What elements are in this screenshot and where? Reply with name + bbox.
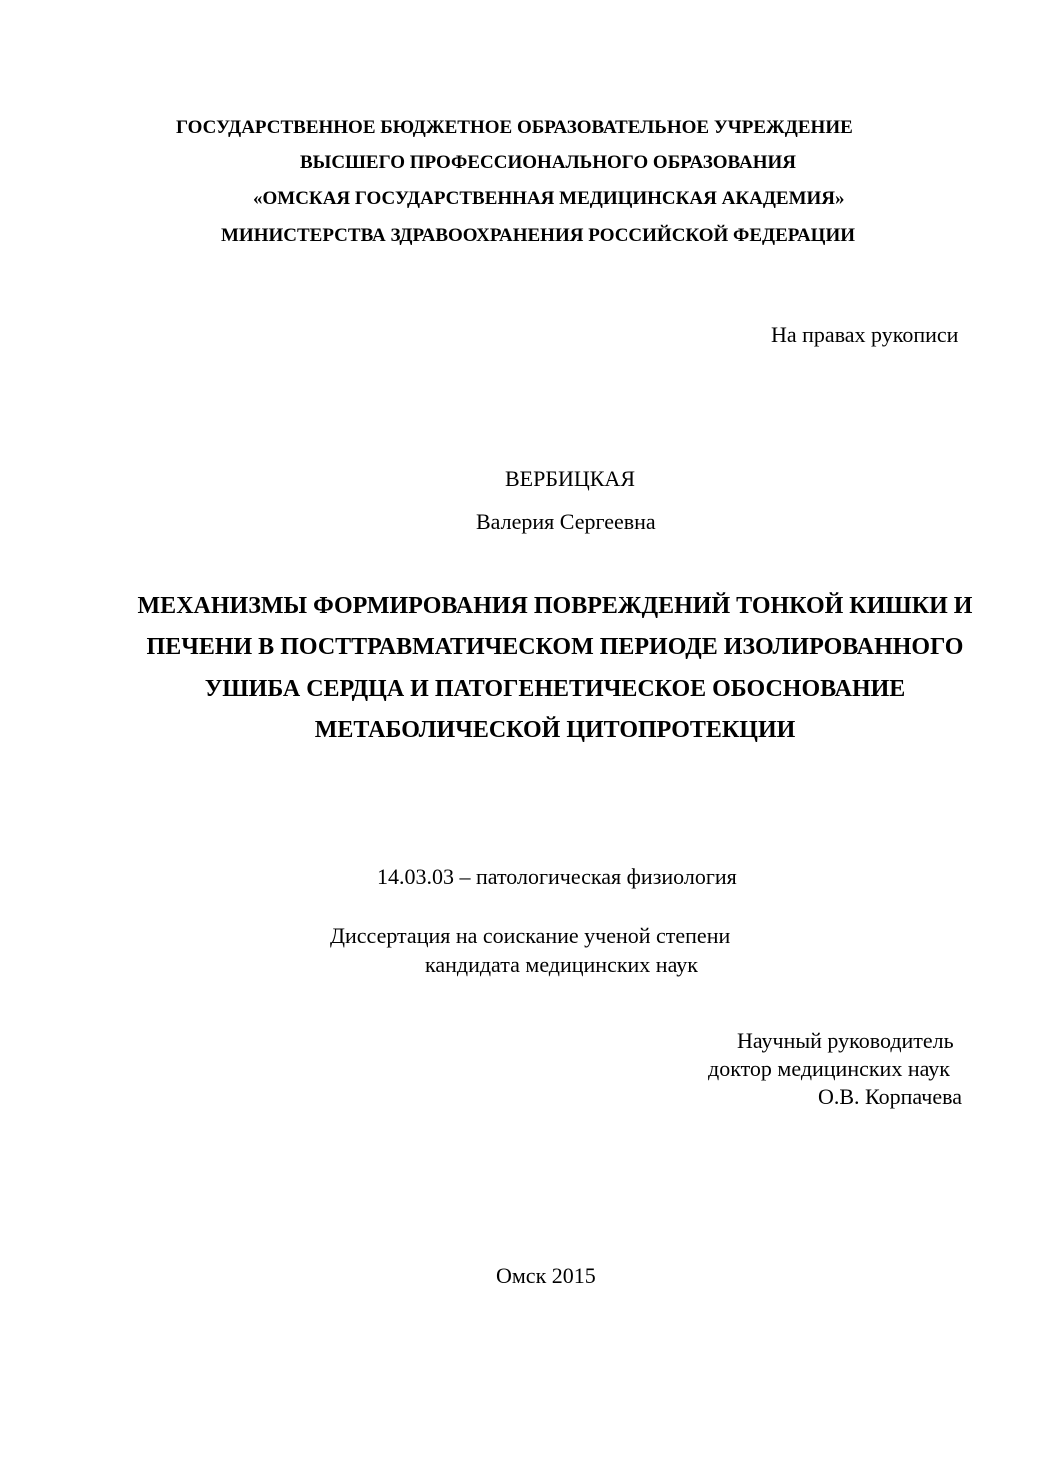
supervisor-name: О.В. Корпачева (818, 1084, 962, 1109)
title-line-2: ПЕЧЕНИ В ПОСТТРАВМАТИЧЕСКОМ ПЕРИОДЕ ИЗОЛИРОВАННОГО (146, 634, 964, 660)
author-given-names: Валерия Сергеевна (476, 509, 656, 534)
degree-line-1: Диссертация на соискание ученой степени (330, 923, 731, 948)
place-year: Омск 2015 (496, 1263, 596, 1288)
title-line-1: МЕХАНИЗМЫ ФОРМИРОВАНИЯ ПОВРЕЖДЕНИЙ ТОНКОЙ КИШКИ И (137, 593, 973, 619)
supervisor-degree: доктор медицинских наук (708, 1056, 950, 1081)
specialty-code: 14.03.03 – патологическая физиология (377, 864, 737, 889)
degree-line-2: кандидата медицинских наук (425, 952, 698, 977)
title-line-3: УШИБА СЕРДЦА И ПАТОГЕНЕТИЧЕСКОЕ ОБОСНОВАНИЕ (204, 676, 906, 702)
institution-line-2: ВЫСШЕГО ПРОФЕССИОНАЛЬНОГО ОБРАЗОВАНИЯ (300, 152, 796, 173)
author-surname: ВЕРБИЦКАЯ (505, 466, 635, 491)
title-line-4: МЕТАБОЛИЧЕСКОЙ ЦИТОПРОТЕКЦИИ (314, 717, 796, 743)
supervisor-role: Научный руководитель (737, 1028, 954, 1053)
manuscript-note: На правах рукописи (771, 322, 959, 347)
institution-line-3: «ОМСКАЯ ГОСУДАРСТВЕННАЯ МЕДИЦИНСКАЯ АКАДЕМИЯ» (253, 188, 845, 209)
institution-line-4: МИНИСТЕРСТВА ЗДРАВООХРАНЕНИЯ РОССИЙСКОЙ ФЕДЕРАЦИИ (221, 225, 856, 246)
institution-line-1: ГОСУДАРСТВЕННОЕ БЮДЖЕТНОЕ ОБРАЗОВАТЕЛЬНОЕ УЧРЕЖДЕНИЕ (176, 117, 853, 138)
